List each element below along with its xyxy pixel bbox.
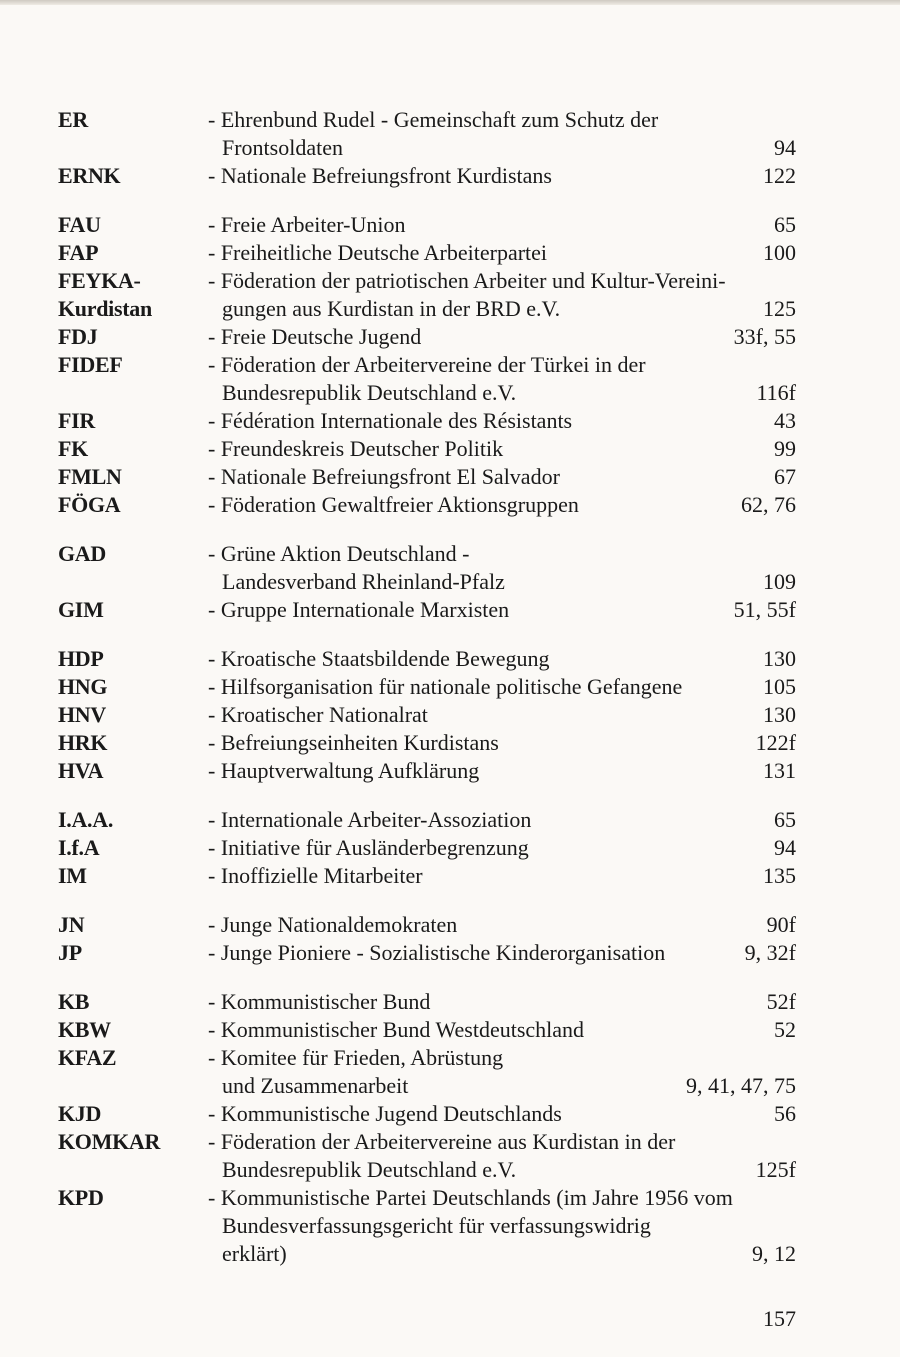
entry-abbreviation: FDJ xyxy=(58,324,98,349)
entry-abbreviation: GIM xyxy=(58,597,104,622)
entry-pages: 52 xyxy=(774,1017,796,1042)
entry-line xyxy=(0,407,900,435)
entry-description: - Kroatische Staatsbildende Bewegung xyxy=(208,646,550,671)
entry-description: Landesverband Rheinland-Pfalz xyxy=(222,569,505,594)
entry-description: - Gruppe Internationale Marxisten xyxy=(208,597,510,622)
entry-description: - Freundeskreis Deutscher Politik xyxy=(208,436,504,461)
abbreviation-entry xyxy=(0,1184,900,1268)
entry-pages: 65 xyxy=(774,807,796,832)
entry-description: - Komitee für Frieden, Abrüstung xyxy=(208,1045,504,1070)
abbreviation-entry xyxy=(0,463,900,491)
entry-description: - Kommunistischer Bund Westdeutschland xyxy=(208,1017,585,1042)
entry-pages: 52f xyxy=(766,989,796,1014)
entry-abbreviation: IM xyxy=(58,863,87,888)
entry-description: und Zusammenarbeit xyxy=(222,1073,409,1098)
entry-line xyxy=(0,1072,900,1100)
entry-line xyxy=(0,1128,900,1156)
entry-pages: 125f xyxy=(755,1157,796,1182)
entry-abbreviation: KFAZ xyxy=(58,1045,117,1070)
entry-line xyxy=(0,1016,900,1044)
entry-abbreviation: I.A.A. xyxy=(58,807,114,832)
entry-pages: 9, 12 xyxy=(752,1241,796,1266)
abbreviation-entry xyxy=(0,267,900,323)
entry-pages: 131 xyxy=(763,758,796,783)
entry-abbreviation: KB xyxy=(58,989,90,1014)
entry-description: - Hauptverwaltung Aufklärung xyxy=(208,758,480,783)
entry-description: - Grüne Aktion Deutschland - xyxy=(208,541,470,566)
entry-line xyxy=(0,911,900,939)
abbreviation-entry xyxy=(0,757,900,785)
entry-description: Bundesverfassungsgericht für verfassungswidrig xyxy=(222,1213,651,1238)
entry-pages: 56 xyxy=(774,1101,796,1126)
entry-description: - Kommunistische Jugend Deutschlands xyxy=(208,1101,562,1126)
entry-pages: 62, 76 xyxy=(741,492,796,517)
entry-line xyxy=(0,1156,900,1184)
abbreviation-entry xyxy=(0,834,900,862)
abbreviation-entry xyxy=(0,806,900,834)
entry-pages: 122f xyxy=(755,730,796,755)
entry-description: Bundesrepublik Deutschland e.V. xyxy=(222,1157,517,1182)
abbreviation-entry xyxy=(0,939,900,967)
entry-pages: 130 xyxy=(763,646,796,671)
entry-pages: 43 xyxy=(774,408,796,433)
abbreviation-entry xyxy=(0,540,900,596)
entry-description: - Junge Pioniere - Sozialistische Kinderorganisation xyxy=(208,940,666,965)
entry-description: - Kroatischer Nationalrat xyxy=(208,702,428,727)
entry-line xyxy=(0,267,900,295)
entry-pages: 90f xyxy=(766,912,796,937)
entry-description: - Hilfsorganisation für nationale politische Gefangene xyxy=(208,674,683,699)
entry-description: - Föderation Gewaltfreier Aktionsgruppen xyxy=(208,492,579,517)
abbreviation-entry xyxy=(0,1044,900,1100)
entry-line xyxy=(0,806,900,834)
entry-description: - Fédération Internationale des Résistants xyxy=(208,408,573,433)
entry-abbreviation: JN xyxy=(58,912,85,937)
entry-abbreviation: KPD xyxy=(58,1185,104,1210)
entry-line xyxy=(0,1100,900,1128)
abbreviation-entry xyxy=(0,673,900,701)
entry-line xyxy=(0,379,900,407)
entry-description: - Inoffizielle Mitarbeiter xyxy=(208,863,423,888)
entry-line xyxy=(0,834,900,862)
entry-description: - Ehrenbund Rudel - Gemeinschaft zum Schutz der xyxy=(208,107,659,132)
entry-abbreviation: HRK xyxy=(58,730,108,755)
entry-pages: 122 xyxy=(763,163,796,188)
abbreviation-entry xyxy=(0,106,900,162)
abbreviation-entry xyxy=(0,162,900,190)
abbreviation-entry xyxy=(0,729,900,757)
abbreviation-entry xyxy=(0,211,900,239)
entry-description: - Föderation der Arbeitervereine aus Kurdistan in der xyxy=(208,1129,676,1154)
entry-description: gungen aus Kurdistan in der BRD e.V. xyxy=(222,296,561,321)
entry-abbreviation: KOMKAR xyxy=(58,1129,161,1154)
entry-abbreviation: HDP xyxy=(58,646,104,671)
entry-line xyxy=(0,939,900,967)
entry-pages: 135 xyxy=(763,863,796,888)
entry-line xyxy=(0,568,900,596)
page-number: 157 xyxy=(763,1306,796,1331)
abbreviation-entry xyxy=(0,491,900,519)
entry-line xyxy=(0,1184,900,1212)
entry-pages: 109 xyxy=(763,569,796,594)
entry-line xyxy=(0,106,900,134)
entry-abbreviation: HNV xyxy=(58,702,106,727)
entry-description: - Kommunistischer Bund xyxy=(208,989,431,1014)
abbreviation-entry xyxy=(0,1128,900,1184)
entry-abbreviation: I.f.A xyxy=(58,835,100,860)
entry-line xyxy=(0,351,900,379)
abbreviation-entry xyxy=(0,911,900,939)
entry-line xyxy=(0,757,900,785)
entry-line xyxy=(0,596,900,624)
entry-abbreviation: JP xyxy=(58,940,82,965)
abbreviation-entry xyxy=(0,988,900,1016)
abbreviation-entry xyxy=(0,596,900,624)
entry-abbreviation: FIR xyxy=(58,408,95,433)
entry-abbreviation: FIDEF xyxy=(58,352,123,377)
entry-line xyxy=(0,862,900,890)
entry-description: - Internationale Arbeiter-Assoziation xyxy=(208,807,532,832)
entry-pages: 130 xyxy=(763,702,796,727)
entry-line xyxy=(0,239,900,267)
entry-abbreviation: HNG xyxy=(58,674,108,699)
entry-pages: 33f, 55 xyxy=(733,324,796,349)
entry-abbreviation: KJD xyxy=(58,1101,102,1126)
entry-line xyxy=(0,323,900,351)
entry-line xyxy=(0,1044,900,1072)
entry-pages: 125 xyxy=(763,296,796,321)
entry-description: - Freiheitliche Deutsche Arbeiterpartei xyxy=(208,240,548,265)
page-top-edge xyxy=(0,0,900,5)
entry-abbreviation: FÖGA xyxy=(58,492,121,517)
entry-line xyxy=(0,701,900,729)
entry-description: - Befreiungseinheiten Kurdistans xyxy=(208,730,499,755)
entry-description: - Nationale Befreiungsfront Kurdistans xyxy=(208,163,552,188)
entry-description: - Föderation der patriotischen Arbeiter und Kultur-Vereini- xyxy=(208,268,726,293)
entry-pages: 9, 32f xyxy=(744,940,796,965)
entry-line xyxy=(0,463,900,491)
entry-pages: 99 xyxy=(774,436,796,461)
entry-line xyxy=(0,134,900,162)
entry-line xyxy=(0,645,900,673)
entry-line xyxy=(0,540,900,568)
entry-description: - Initiative für Ausländerbegrenzung xyxy=(208,835,529,860)
entry-abbreviation: ER xyxy=(58,107,88,132)
entry-description: - Kommunistische Partei Deutschlands (im Jahre 1956 vom xyxy=(208,1185,733,1210)
entry-abbreviation: Kurdistan xyxy=(58,296,152,321)
abbreviation-entry xyxy=(0,407,900,435)
entry-line xyxy=(0,988,900,1016)
abbreviation-entry xyxy=(0,323,900,351)
entry-description: - Nationale Befreiungsfront El Salvador xyxy=(208,464,560,489)
abbreviation-entry xyxy=(0,435,900,463)
abbreviation-entry xyxy=(0,351,900,407)
abbreviation-entry xyxy=(0,1100,900,1128)
entry-line xyxy=(0,435,900,463)
abbreviation-entry xyxy=(0,1016,900,1044)
entry-abbreviation: GAD xyxy=(58,541,106,566)
entry-abbreviation: FMLN xyxy=(58,464,122,489)
entry-description: erklärt) xyxy=(222,1241,287,1266)
entry-pages: 105 xyxy=(763,674,796,699)
entry-line xyxy=(0,673,900,701)
entry-line xyxy=(0,729,900,757)
entry-line xyxy=(0,1212,900,1240)
entry-line xyxy=(0,211,900,239)
entry-pages: 9, 41, 47, 75 xyxy=(686,1073,796,1098)
abbreviation-entry xyxy=(0,701,900,729)
entry-pages: 94 xyxy=(774,835,796,860)
entry-description: Frontsoldaten xyxy=(222,135,343,160)
entry-pages: 100 xyxy=(763,240,796,265)
entry-abbreviation: ERNK xyxy=(58,163,121,188)
entry-description: - Föderation der Arbeitervereine der Türkei in der xyxy=(208,352,646,377)
abbreviation-entry xyxy=(0,645,900,673)
abbreviation-entry xyxy=(0,239,900,267)
entry-pages: 67 xyxy=(774,464,796,489)
entry-description: - Freie Arbeiter-Union xyxy=(208,212,406,237)
entry-line xyxy=(0,1240,900,1268)
abbreviation-entry xyxy=(0,862,900,890)
entry-pages: 51, 55f xyxy=(733,597,796,622)
entry-abbreviation: FEYKA- xyxy=(58,268,141,293)
entry-description: Bundesrepublik Deutschland e.V. xyxy=(222,380,517,405)
entry-abbreviation: FK xyxy=(58,436,88,461)
entry-line xyxy=(0,162,900,190)
abbreviation-list xyxy=(0,106,900,1268)
entry-pages: 94 xyxy=(774,135,796,160)
entry-pages: 116f xyxy=(756,380,796,405)
entry-line xyxy=(0,491,900,519)
entry-description: - Junge Nationaldemokraten xyxy=(208,912,458,937)
entry-line xyxy=(0,295,900,323)
entry-abbreviation: FAU xyxy=(58,212,101,237)
entry-abbreviation: FAP xyxy=(58,240,99,265)
entry-pages: 65 xyxy=(774,212,796,237)
entry-description: - Freie Deutsche Jugend xyxy=(208,324,422,349)
entry-abbreviation: HVA xyxy=(58,758,104,783)
entry-abbreviation: KBW xyxy=(58,1017,111,1042)
